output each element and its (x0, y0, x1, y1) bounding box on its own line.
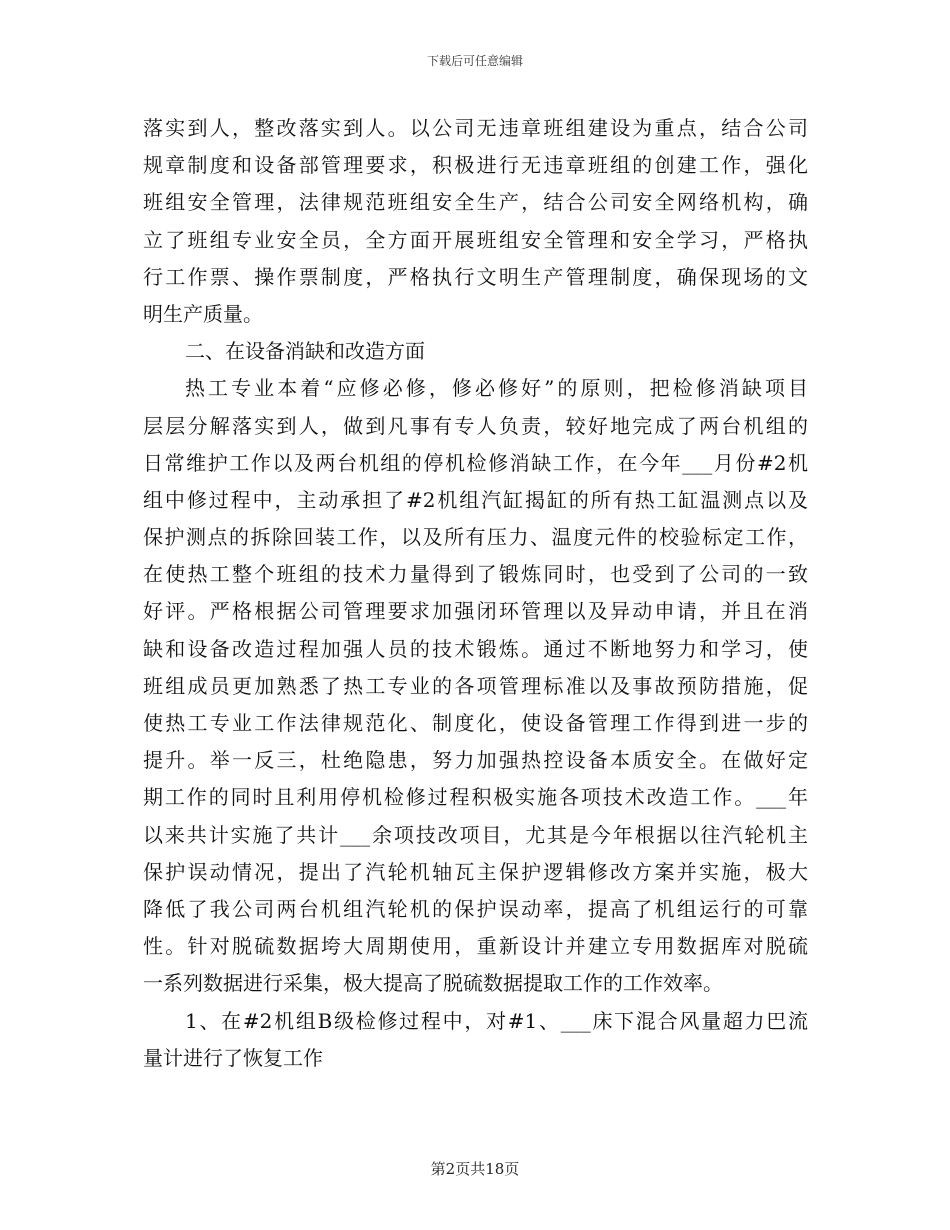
text-line: 班组安全管理，法律规范班组安全生产，结合公司安全网络机构，确 (143, 190, 808, 215)
text-line: 使热工专业工作法律规范化、制度化，使设备管理工作得到进一步的 (143, 711, 808, 735)
text-line: 热工专业本着“应修必修，修必修好”的原则，把检修消缺项目 (185, 376, 808, 401)
page-header: 下载后可任意编辑 (426, 54, 523, 68)
text-line: 期工作的同时且利用停机检修过程积极实施各项技术改造工作。___年 (143, 785, 808, 810)
text-line: 以来共计实施了共计___余项技改项目，尤其是今年根据以往汽轮机主 (143, 822, 808, 847)
text-line: 组中修过程中，主动承担了#2机组汽缸揭缸的所有热工缸温测点以及 (143, 487, 808, 512)
text-line: 班组成员更加熟悉了热工专业的各项管理标准以及事故预防措施，促 (143, 673, 808, 698)
text-line: 日常维护工作以及两台机组的停机检修消缺工作，在今年___月份#2机 (143, 450, 808, 475)
text-line: 缺和设备改造过程加强人员的技术锻炼。通过不断地努力和学习，使 (143, 636, 808, 661)
document-body (143, 110, 808, 1077)
section-heading: 二、在设备消缺和改造方面 (185, 339, 425, 364)
text-line: 一系列数据进行采集，极大提高了脱硫数据提取工作的工作效率。 (143, 971, 723, 996)
text-line: 立了班组专业安全员，全方面开展班组安全管理和安全学习，严格执 (143, 227, 808, 252)
text-line: 1、在#2机组B级检修过程中，对#1、___床下混合风量超力巴流 (185, 1008, 808, 1033)
text-line: 明生产质量。 (143, 301, 263, 326)
text-line: 规章制度和设备部管理要求，积极进行无违章班组的创建工作，强化 (143, 153, 808, 178)
text-line: 行工作票、操作票制度，严格执行文明生产管理制度，确保现场的文 (143, 264, 808, 289)
text-line: 层层分解落实到人，做到凡事有专人负责，较好地完成了两台机组的 (143, 413, 808, 438)
text-line: 落实到人，整改落实到人。以公司无违章班组建设为重点，结合公司 (143, 116, 808, 140)
text-line: 保护误动情况，提出了汽轮机轴瓦主保护逻辑修改方案并实施，极大 (143, 859, 808, 884)
text-line: 在使热工整个班组的技术力量得到了锻炼同时，也受到了公司的一致 (143, 562, 808, 587)
text-line: 性。针对脱硫数据垮大周期使用，重新设计并建立专用数据库对脱硫 (143, 934, 808, 959)
text-line: 好评。严格根据公司管理要求加强闭环管理以及异动申请，并且在消 (143, 599, 808, 624)
text-line: 降低了我公司两台机组汽轮机的保护误动率，提高了机组运行的可靠 (143, 896, 808, 921)
text-line: 量计进行了恢复工作 (143, 1045, 323, 1070)
text-line: 保护测点的拆除回装工作，以及所有压力、温度元件的校验标定工作， (143, 525, 808, 550)
text-line: 提升。举一反三，杜绝隐患，努力加强热控设备本质安全。在做好定 (143, 748, 808, 773)
page-number: 第2页共18页 (430, 1160, 520, 1178)
